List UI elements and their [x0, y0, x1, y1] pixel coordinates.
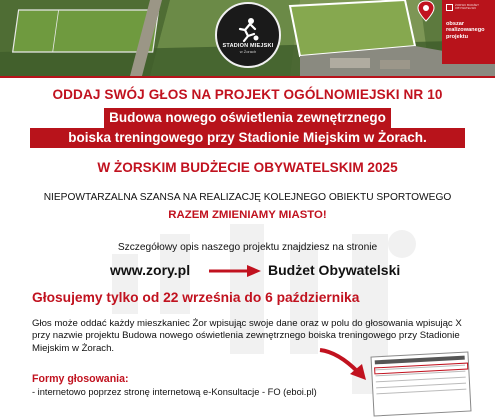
project-title-line-1: Budowa nowego oświetlenia zewnętrznego [104, 108, 391, 128]
legend-mini-label: ŻORSKI BUDŻET OBYWATELSKI [455, 3, 479, 11]
curved-arrow-icon [318, 348, 368, 382]
ballot-sample-image [370, 351, 471, 416]
link-row [0, 262, 495, 280]
athlete-icon [235, 16, 261, 42]
forms-heading: Formy głosowania: [32, 373, 129, 385]
legend-label: obszar realizowanego projektu [446, 21, 485, 40]
stadium-logo [215, 2, 281, 68]
headline: ODDAJ SWÓJ GŁOS NA PROJEKT OGÓLNOMIEJSKI NR 10 [52, 87, 443, 102]
legend-square-icon [446, 4, 453, 11]
arrow-right-icon [209, 264, 261, 278]
logo-subtitle: w Żorach [239, 49, 257, 54]
voting-dates: Głosujemy tylko od 22 września do 6 października [32, 290, 360, 305]
project-title-line-2: boiska treningowego przy Stadionie Miejskim w Żorach. [30, 128, 465, 148]
slogan: RAZEM ZMIENIAMY MIASTO! [168, 209, 327, 221]
logo-title: STADION MIEJSKI [222, 43, 274, 49]
divider [0, 76, 495, 78]
hero-aerial-image [0, 0, 495, 76]
location-pin-icon [416, 0, 436, 22]
area-legend [442, 0, 495, 64]
details-text: Szczegółowy opis naszego projektu znajdziesz na stronie [117, 242, 378, 253]
forms-item: - internetowo poprzez stronę internetową e-Konsultacje - FO (eboi.pl) [32, 387, 317, 397]
budget-line: W ŻORSKIM BUDŻECIE OBYWATELSKIM 2025 [97, 160, 398, 175]
opportunity-text: NIEPOWTARZALNA SZANSA NA REALIZACJĘ KOLEJNEGO OBIEKTU SPORTOWEGO [43, 192, 452, 203]
budget-section-link[interactable]: Budżet Obywatelski [268, 262, 401, 278]
voting-instructions: Głos może oddać każdy mieszkaniec Żor wpisując swoje dane oraz w polu do głosowania wpisując X przy nazwie projektu Budowa nowego oświetlenia zewnętrznego boiska treningowego przy Stadionie Miejskim w Żorach. [32, 318, 462, 354]
website-link[interactable]: www.zory.pl [110, 262, 191, 278]
